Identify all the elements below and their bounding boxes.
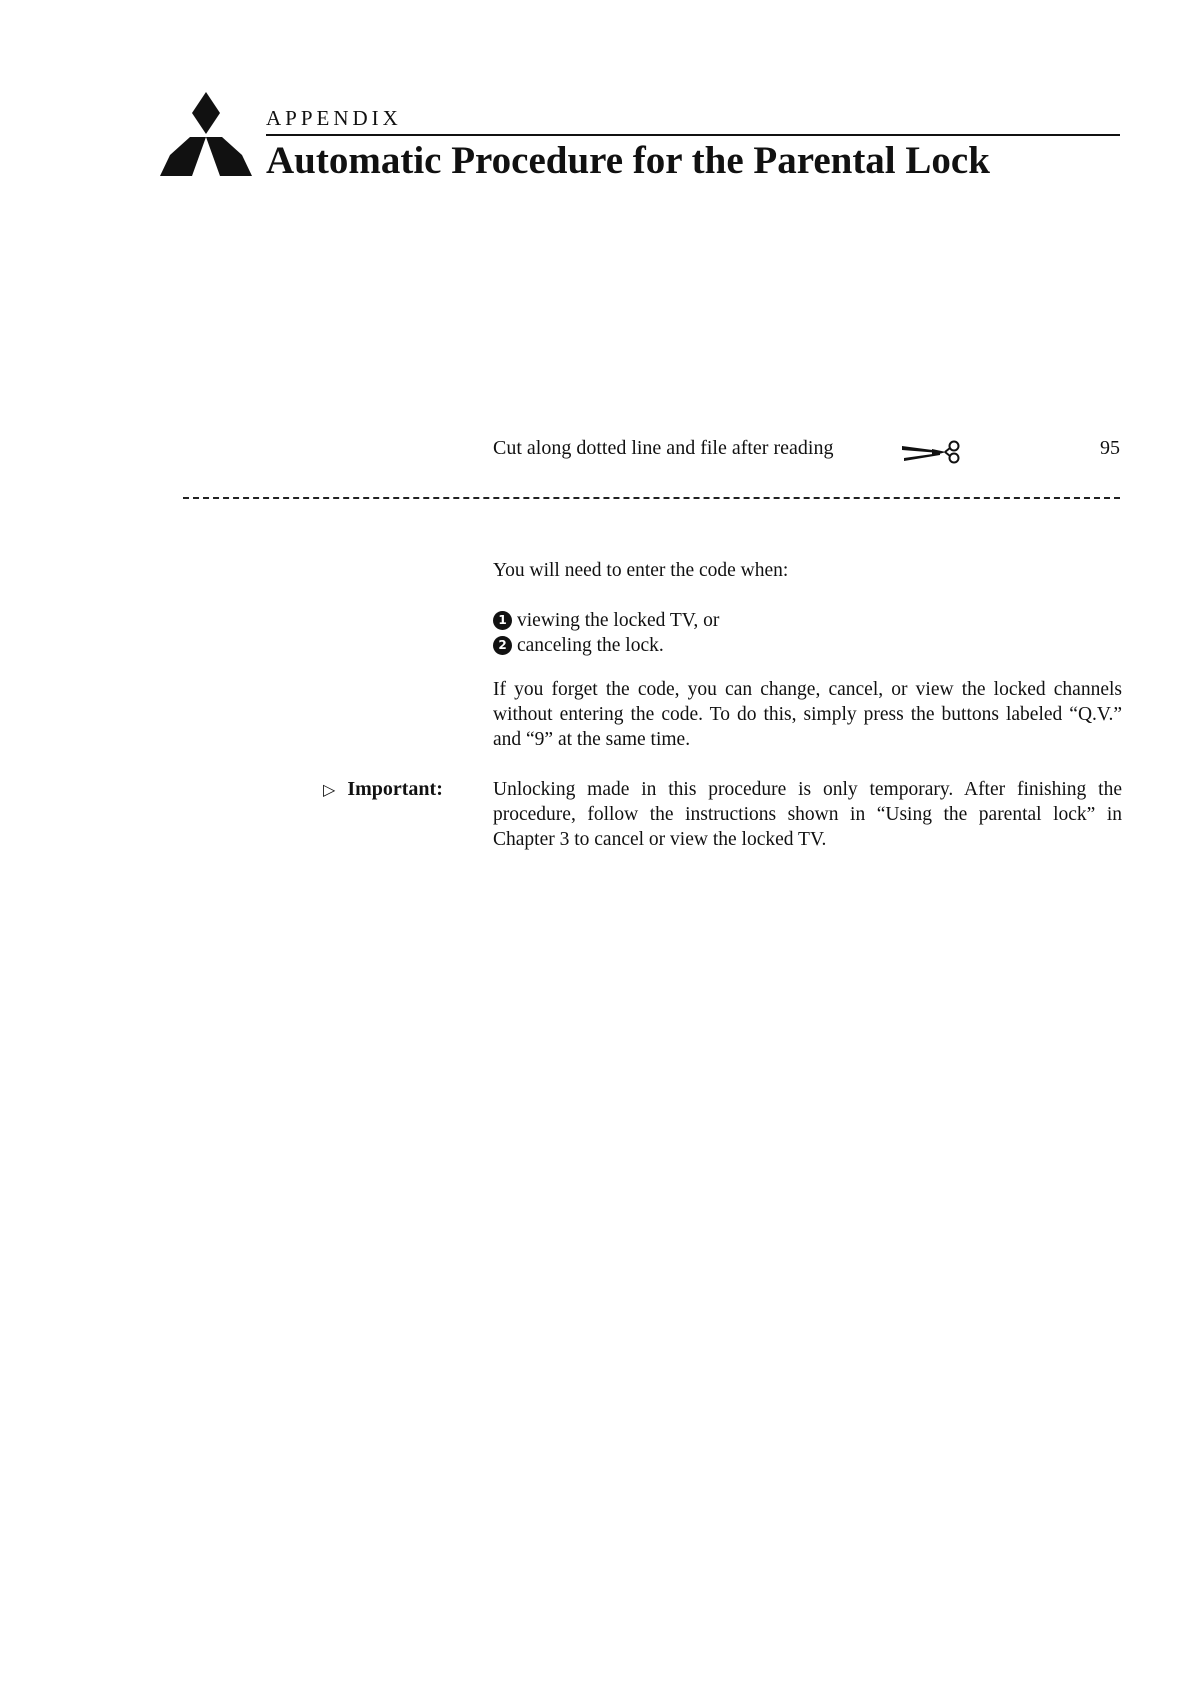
- number-two-badge-icon: 2: [493, 636, 512, 655]
- forgot-code-paragraph: If you forget the code, you can change, cancel, or view the locked channels without entering the code. To do this, simply press the buttons labeled “Q.V.” and “9” at the same time.: [493, 679, 1122, 750]
- list-item-text: canceling the lock.: [517, 635, 664, 656]
- dotted-cut-line: [183, 497, 1120, 499]
- important-label-text: Important:: [347, 778, 443, 800]
- condition-list: [493, 608, 1122, 658]
- list-item: [493, 608, 1122, 633]
- intro-text: You will need to enter the code when:: [493, 560, 789, 581]
- three-diamond-logo-icon: [158, 92, 254, 176]
- number-one-badge-icon: 1: [493, 611, 512, 630]
- list-item: [493, 633, 1122, 658]
- triangle-right-outline-icon: ▷: [323, 780, 336, 799]
- section-label: APPENDIX: [266, 106, 402, 130]
- important-paragraph: Unlocking made in this procedure is only temporary. After finishing the procedure, follow the instructions shown in “Using the parental lock” in Chapter 3 to cancel or view the locked TV.: [493, 779, 1122, 850]
- cut-line-note: Cut along dotted line and file after reading: [493, 437, 834, 459]
- page-number: 95: [1100, 437, 1120, 459]
- scissors-icon: [902, 440, 964, 464]
- important-label: [323, 777, 443, 802]
- header-rule: [266, 134, 1120, 136]
- page-title: Automatic Procedure for the Parental Lock: [266, 139, 990, 182]
- list-item-text: viewing the locked TV, or: [517, 610, 720, 631]
